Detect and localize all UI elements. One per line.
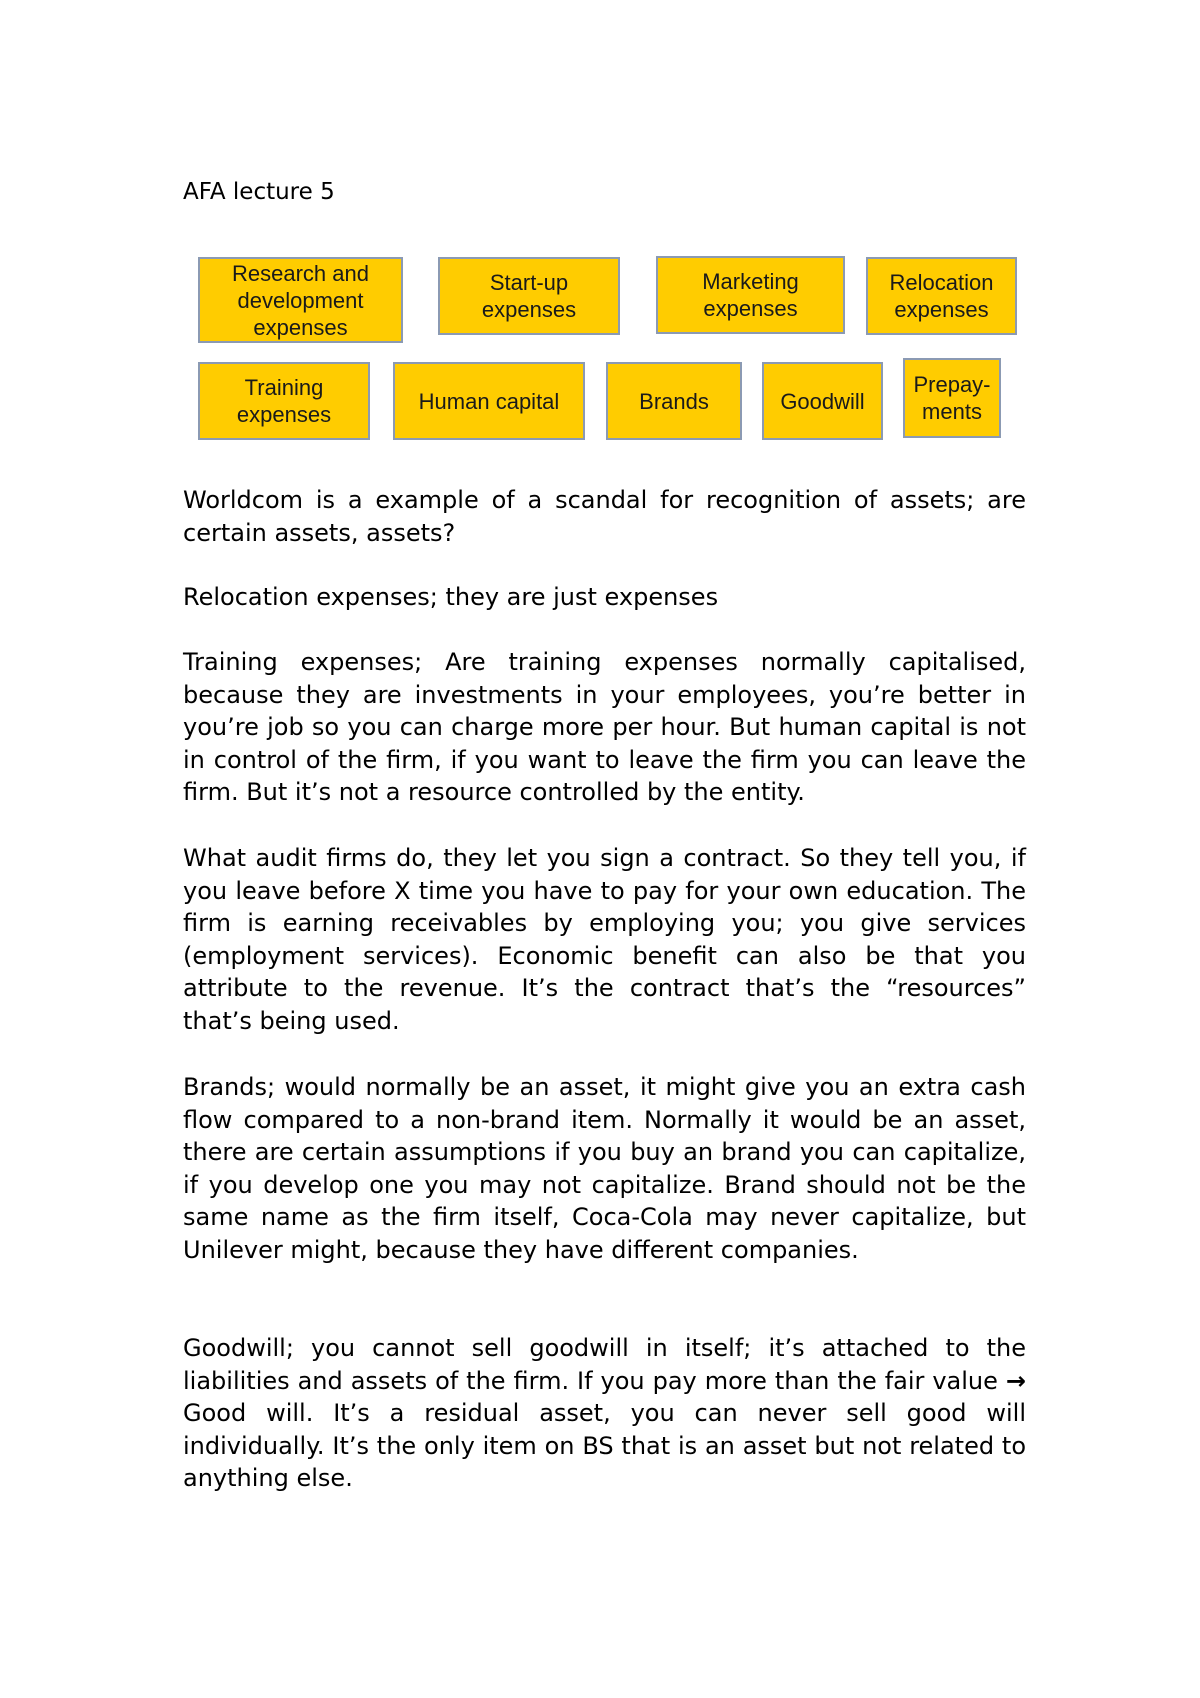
box-brands (606, 362, 742, 440)
box-prepayments (903, 358, 1001, 438)
box-label: Training expenses (236, 375, 332, 427)
box-relocation (866, 257, 1017, 335)
paragraph-worldcom: Worldcom is a example of a scandal for recognition of assets; are certain assets, assets? (183, 486, 1026, 547)
arrow-right-icon: → (1005, 1366, 1026, 1395)
paragraph-goodwill (183, 1332, 1026, 1495)
box-human-capital (393, 362, 585, 440)
box-label: Relocation expenses (889, 270, 994, 322)
paragraph-training: Training expenses; Are training expenses normally capitalised, because they are investments in your employees, you’re better in you’re job so you can charge more per hour. But human capital is not in control of the firm, if you want to leave the firm you can leave the firm. But it’s not a resource controlled by the entity. (183, 648, 1026, 806)
box-label: Prepay- ments (913, 372, 991, 424)
document-title: AFA lecture 5 (183, 179, 335, 205)
box-label: Start-up expenses (481, 270, 577, 322)
goodwill-text-end: Good will. It’s a residual asset, you can never sell good will individually. It’s the only item on BS that is an asset but not related to anything else. (183, 1399, 1026, 1492)
paragraph-relocation: Relocation expenses; they are just expenses (183, 583, 719, 611)
box-marketing (656, 256, 845, 334)
goodwill-text-start: Goodwill; you cannot sell goodwill in itself; it’s attached to the liabilities and assets of the firm. If you pay more than the fair value (183, 1334, 1026, 1395)
box-training (198, 362, 370, 440)
box-research-development (198, 257, 403, 343)
box-label: Brands (639, 388, 709, 414)
box-label: Human capital (418, 388, 560, 414)
box-label: Marketing expenses (702, 269, 799, 321)
paragraph-audit-firms: What audit firms do, they let you sign a contract. So they tell you, if you leave before X time you have to pay for your own education. The firm is earning receivables by employing you; you give services (employment services). Economic benefit can also be that you attribute to the revenue. It’s the contract that’s the “resources” that’s being used. (183, 844, 1026, 1035)
box-label: Goodwill (780, 388, 865, 414)
box-goodwill (762, 362, 883, 440)
box-label: Research and development expenses (232, 260, 369, 340)
paragraph-brands: Brands; would normally be an asset, it might give you an extra cash flow compared to a non-brand item. Normally it would be an asset, there are certain assumptions if you buy an brand you can capitalize, if you develop one you may not capitalize. Brand should not be the same name as the firm itself, Coca-Cola may never capitalize, but Unilever might, because they have different companies. (183, 1073, 1026, 1264)
box-start-up (438, 257, 620, 335)
